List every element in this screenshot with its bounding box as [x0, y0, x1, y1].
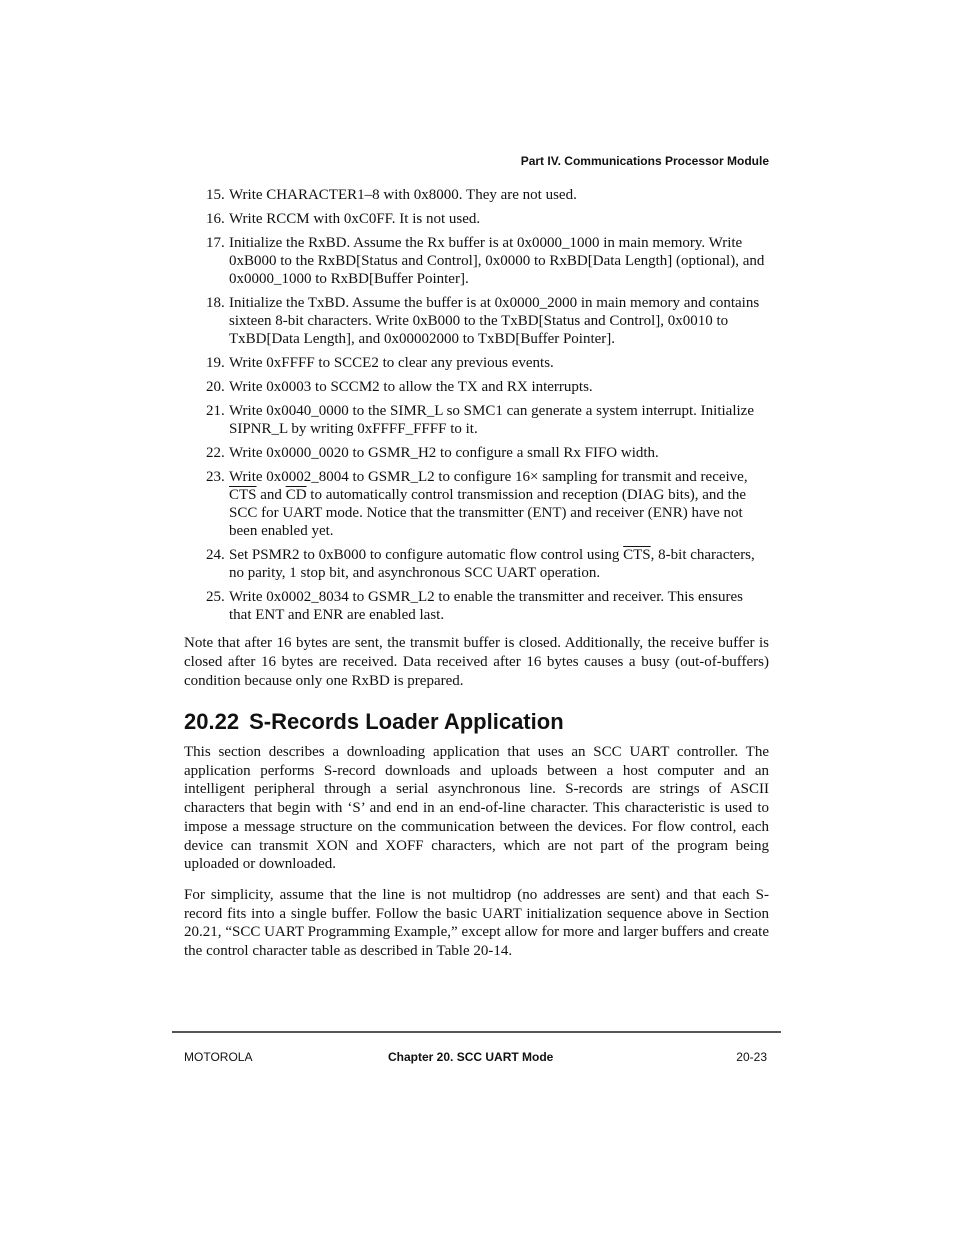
section-heading: [184, 709, 564, 735]
section-number: 20.22: [184, 709, 240, 734]
step-text: Write RCCM with 0xC0FF. It is not used.: [229, 211, 481, 227]
step-number: 21.: [206, 403, 225, 419]
step-number: 19.: [206, 355, 225, 371]
step-text: Write 0x0002_8034 to GSMR_L2 to enable the transmitter and receiver. This ensures that ENT and ENR are enabled last.: [229, 589, 744, 623]
step-number: 23.: [206, 469, 225, 485]
step-text: Write 0x0000_0020 to GSMR_H2 to configure a small Rx FIFO width.: [229, 445, 659, 461]
list-item: [184, 402, 769, 438]
list-item: [184, 294, 769, 348]
step-number: 22.: [206, 445, 225, 461]
step-text-part: , 8-bit characters, no parity, 1 stop bit, and asynchronous SCC UART operation.: [229, 547, 755, 581]
body-paragraph-1: This section describes a downloading application that uses an SCC UART controller. The application performs S-record downloads and uploads between a host computer and an intelligent peripheral through a serial asynchronous line. S-records are strings of ASCII characters that begin with ‘S’ and end in an end-of-line character. This characteristic is used to impose a message structure on the communication between the devices. For flow control, each device can transmit XON and XOFF characters, which are not part of the program being uploaded or downloaded.: [184, 744, 769, 873]
step-text: Initialize the RxBD. Assume the Rx buffer is at 0x0000_1000 in main memory. Write 0xB000 to the RxBD[Status and Control], 0x0000 to RxBD[Data Length] (optional), and 0x0000_1000 to RxBD[Buffer Pointer].: [229, 235, 765, 287]
step-text-part: Set PSMR2 to 0xB000 to configure automatic flow control using: [229, 547, 624, 563]
step-text-part: Write 0x0002_8004 to GSMR_L2 to configure 16× sampling for transmit and receive,: [229, 469, 748, 485]
cd-signal-overbar: $\overline{CD}$: [285, 487, 307, 503]
list-item: [184, 468, 769, 540]
list-item: [184, 588, 769, 624]
footer-publisher: MOTOROLA: [184, 1050, 253, 1064]
list-item: [184, 210, 769, 228]
step-number: 24.: [206, 547, 225, 563]
step-text: Write 0xFFFF to SCCE2 to clear any previous events.: [229, 355, 554, 371]
footer-page-number: 20-23: [736, 1050, 767, 1064]
step-text-part: and: [256, 487, 286, 503]
step-text: Initialize the TxBD. Assume the buffer is at 0x0000_2000 in main memory and contains sixteen 8-bit characters. Write 0xB000 to the TxBD[Status and Control], 0x0010 to TxBD[Data Length], and 0x00002000 to TxBD[Buffer Pointer].: [229, 295, 760, 347]
cts-signal-overbar: $\overline{CTS}$: [229, 487, 257, 503]
running-head: Part IV. Communications Processor Module: [520, 154, 769, 168]
step-text: Write 0x0040_0000 to the SIMR_L so SMC1 can generate a system interrupt. Initialize SIPNR_L by writing 0xFFFF_FFFF to it.: [229, 403, 754, 437]
step-number: 15.: [206, 187, 225, 203]
list-item: [184, 444, 769, 462]
step-number: 18.: [206, 295, 225, 311]
cts-signal-overbar: $\overline{CTS}$: [623, 547, 651, 563]
step-number: 17.: [206, 235, 225, 251]
list-item: [184, 354, 769, 372]
step-number: 16.: [206, 211, 225, 227]
step-text: Write CHARACTER1–8 with 0x8000. They are not used.: [229, 187, 577, 203]
procedure-steps-list: [184, 186, 769, 630]
body-paragraph-2: For simplicity, assume that the line is not multidrop (no addresses are sent) and that each S-record fits into a single buffer. Follow the basic UART initialization sequence above in Section 20.21, “SCC UART Programming Example,” except allow for more and larger buffers and create the control character table as described in Table 20-14.: [184, 887, 769, 960]
step-number: 25.: [206, 589, 225, 605]
step-text-part: to automatically control transmission and reception (DIAG bits), and the SCC for UART mode. Notice that the transmitter (ENT) and receiver (ENR) have not been enabled yet.: [229, 487, 747, 539]
list-item: [184, 546, 769, 582]
section-title-text: S-Records Loader Application: [249, 709, 564, 734]
note-paragraph: Note that after 16 bytes are sent, the transmit buffer is closed. Additionally, the receive buffer is closed after 16 bytes are received. Data received after 16 bytes causes a busy (out-of-buffers) condition because only one RxBD is prepared.: [184, 635, 769, 689]
list-item: [184, 378, 769, 396]
list-item: [184, 234, 769, 288]
step-text: Write 0x0003 to SCCM2 to allow the TX and RX interrupts.: [229, 379, 593, 395]
footer-divider: [172, 1031, 781, 1033]
footer-chapter-title: Chapter 20. SCC UART Mode: [388, 1050, 554, 1064]
step-number: 20.: [206, 379, 225, 395]
list-item: [184, 186, 769, 204]
